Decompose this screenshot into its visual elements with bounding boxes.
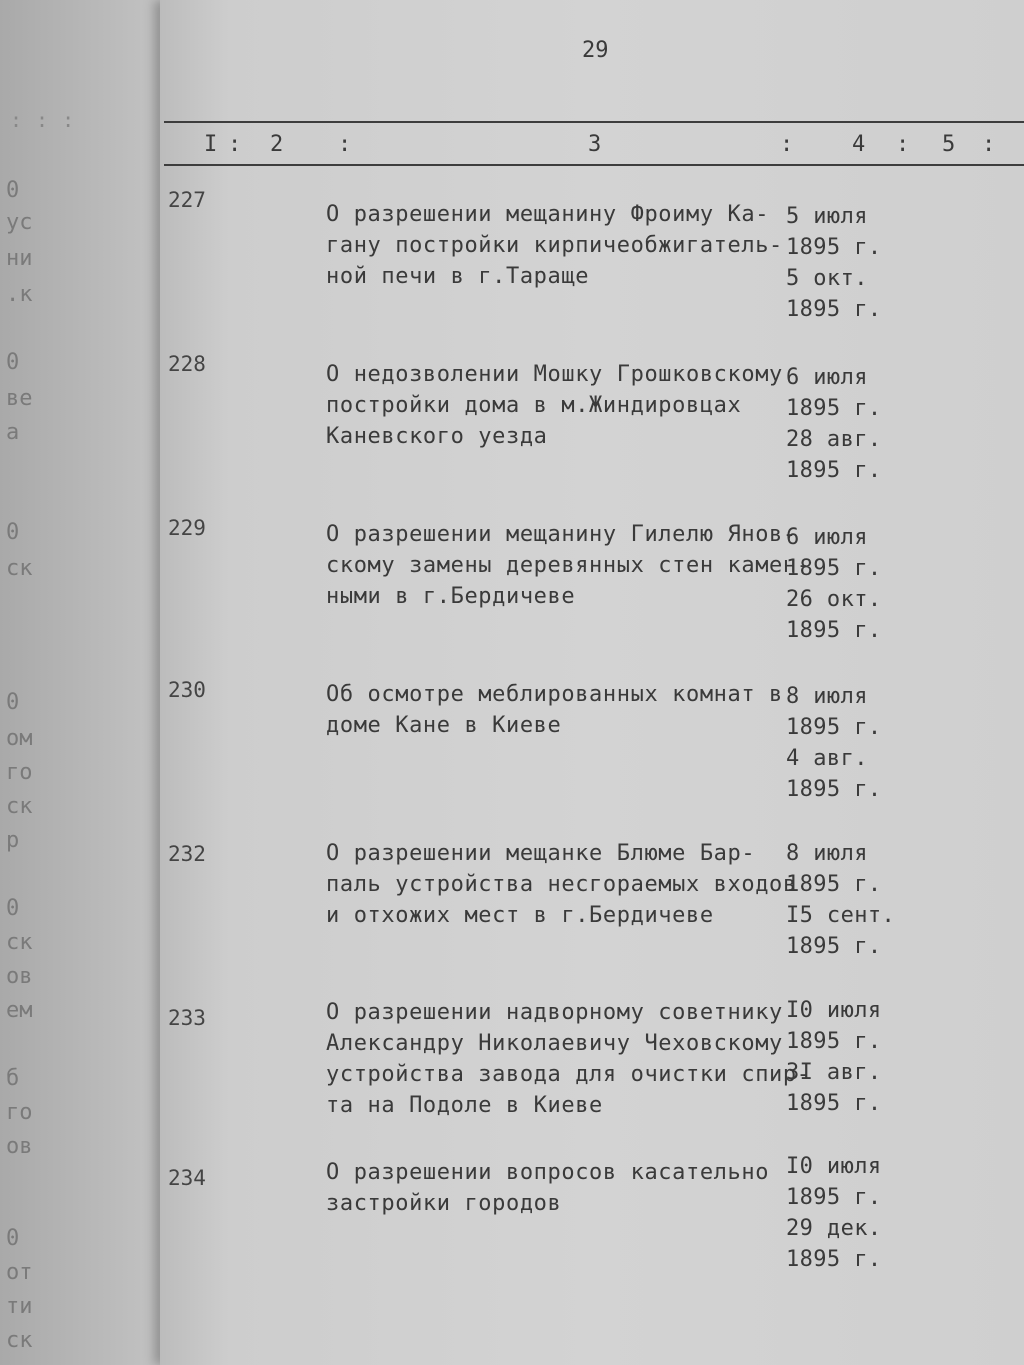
column-divider: :: [896, 132, 910, 157]
entry-number: 233: [168, 1006, 206, 1030]
entry-year-start: 1895 г.: [786, 556, 882, 581]
entry-title-line: доме Кане в Киеве: [326, 713, 562, 738]
entry-date-start: I0 июля: [786, 998, 882, 1023]
column-header-1: I: [204, 132, 218, 157]
entry-title-line: О разрешении вопросов касательно: [326, 1160, 770, 1185]
page-number: 29: [582, 38, 609, 63]
entry-title-line: Каневского уезда: [326, 424, 548, 449]
entry-title-line: ной печи в г.Таращe: [326, 264, 590, 289]
entry-date-start: 5 июля: [786, 204, 868, 229]
entry-title-line: та на Подоле в Киеве: [326, 1093, 603, 1118]
entry-title-line: О недозволении Мошку Грошковскому: [326, 362, 783, 387]
entry-date-end: 28 авг.: [786, 427, 882, 452]
entry-number: 234: [168, 1166, 206, 1190]
entry-date-start: 8 июля: [786, 684, 868, 709]
table-top-rule: [164, 121, 1024, 123]
left-page-header-fragment: :::: [10, 108, 89, 132]
entry-year-start: 1895 г.: [786, 715, 882, 740]
entry-year-end: 1895 г.: [786, 618, 882, 643]
table-header-bottom-rule: [164, 164, 1024, 166]
entry-title-line: постройки дома в м.Жиндировцах: [326, 393, 742, 418]
entry-title-line: устройства завода для очистки спир-: [326, 1062, 811, 1087]
entry-title-line: паль устройства несгораемых входов: [326, 872, 797, 897]
entry-year-start: 1895 г.: [786, 396, 882, 421]
entry-date-start: 6 июля: [786, 365, 868, 390]
entry-date-end: I5 сент.: [786, 903, 896, 928]
entry-number: 227: [168, 188, 206, 212]
entry-title-line: ными в г.Бердичеве: [326, 584, 576, 609]
entry-year-end: 1895 г.: [786, 777, 882, 802]
left-page-edge: ::: 0 ус ни .к 0 ве а 0 ск 0 ом го ск р 0 ск ов ем б го ов 0 от ти ск: [0, 0, 168, 1365]
entry-year-end: 1895 г.: [786, 1247, 882, 1272]
entry-title-line: О разрешении мещанину Фроиму Ка-: [326, 202, 770, 227]
entry-number: 232: [168, 842, 206, 866]
entry-title-line: О разрешении мещанину Гилелю Янов-: [326, 522, 797, 547]
column-divider: :: [338, 132, 352, 157]
entry-date-end: 5 окт.: [786, 266, 868, 291]
entry-date-start: I0 июля: [786, 1154, 882, 1179]
column-divider: :: [780, 132, 794, 157]
entry-title-line: Александру Николаевичу Чеховскому: [326, 1031, 783, 1056]
entry-title-line: Об осмотре меблированных комнат в: [326, 682, 783, 707]
entry-date-end: 3I авг.: [786, 1060, 882, 1085]
column-header-3: 3: [588, 132, 602, 157]
entry-date-end: 29 дек.: [786, 1216, 882, 1241]
entry-year-start: 1895 г.: [786, 1029, 882, 1054]
document-page: [160, 0, 1024, 1365]
entry-year-end: 1895 г.: [786, 297, 882, 322]
entry-title-line: О разрешении надворному советнику: [326, 1000, 783, 1025]
entry-date-end: 26 окт.: [786, 587, 882, 612]
column-header-4: 4: [852, 132, 866, 157]
entry-year-start: 1895 г.: [786, 235, 882, 260]
entry-year-end: 1895 г.: [786, 1091, 882, 1116]
entry-title-line: скому замены деревянных стен камен-: [326, 553, 811, 578]
entry-year-end: 1895 г.: [786, 458, 882, 483]
entry-year-start: 1895 г.: [786, 872, 882, 897]
entry-number: 229: [168, 516, 206, 540]
column-divider: :: [982, 132, 996, 157]
entry-number: 230: [168, 678, 206, 702]
entry-date-end: 4 авг.: [786, 746, 868, 771]
column-divider: :: [228, 132, 242, 157]
column-header-2: 2: [270, 132, 284, 157]
entry-title-line: О разрешении мещанке Блюме Бар-: [326, 841, 756, 866]
entry-date-start: 6 июля: [786, 525, 868, 550]
entry-date-start: 8 июля: [786, 841, 868, 866]
column-header-5: 5: [942, 132, 956, 157]
entry-number: 228: [168, 352, 206, 376]
entry-title-line: и отхожих мест в г.Бердичеве: [326, 903, 714, 928]
entry-title-line: гану постройки кирпичеобжигатель-: [326, 233, 783, 258]
entry-year-start: 1895 г.: [786, 1185, 882, 1210]
entry-year-end: 1895 г.: [786, 934, 882, 959]
entry-title-line: застройки городов: [326, 1191, 562, 1216]
